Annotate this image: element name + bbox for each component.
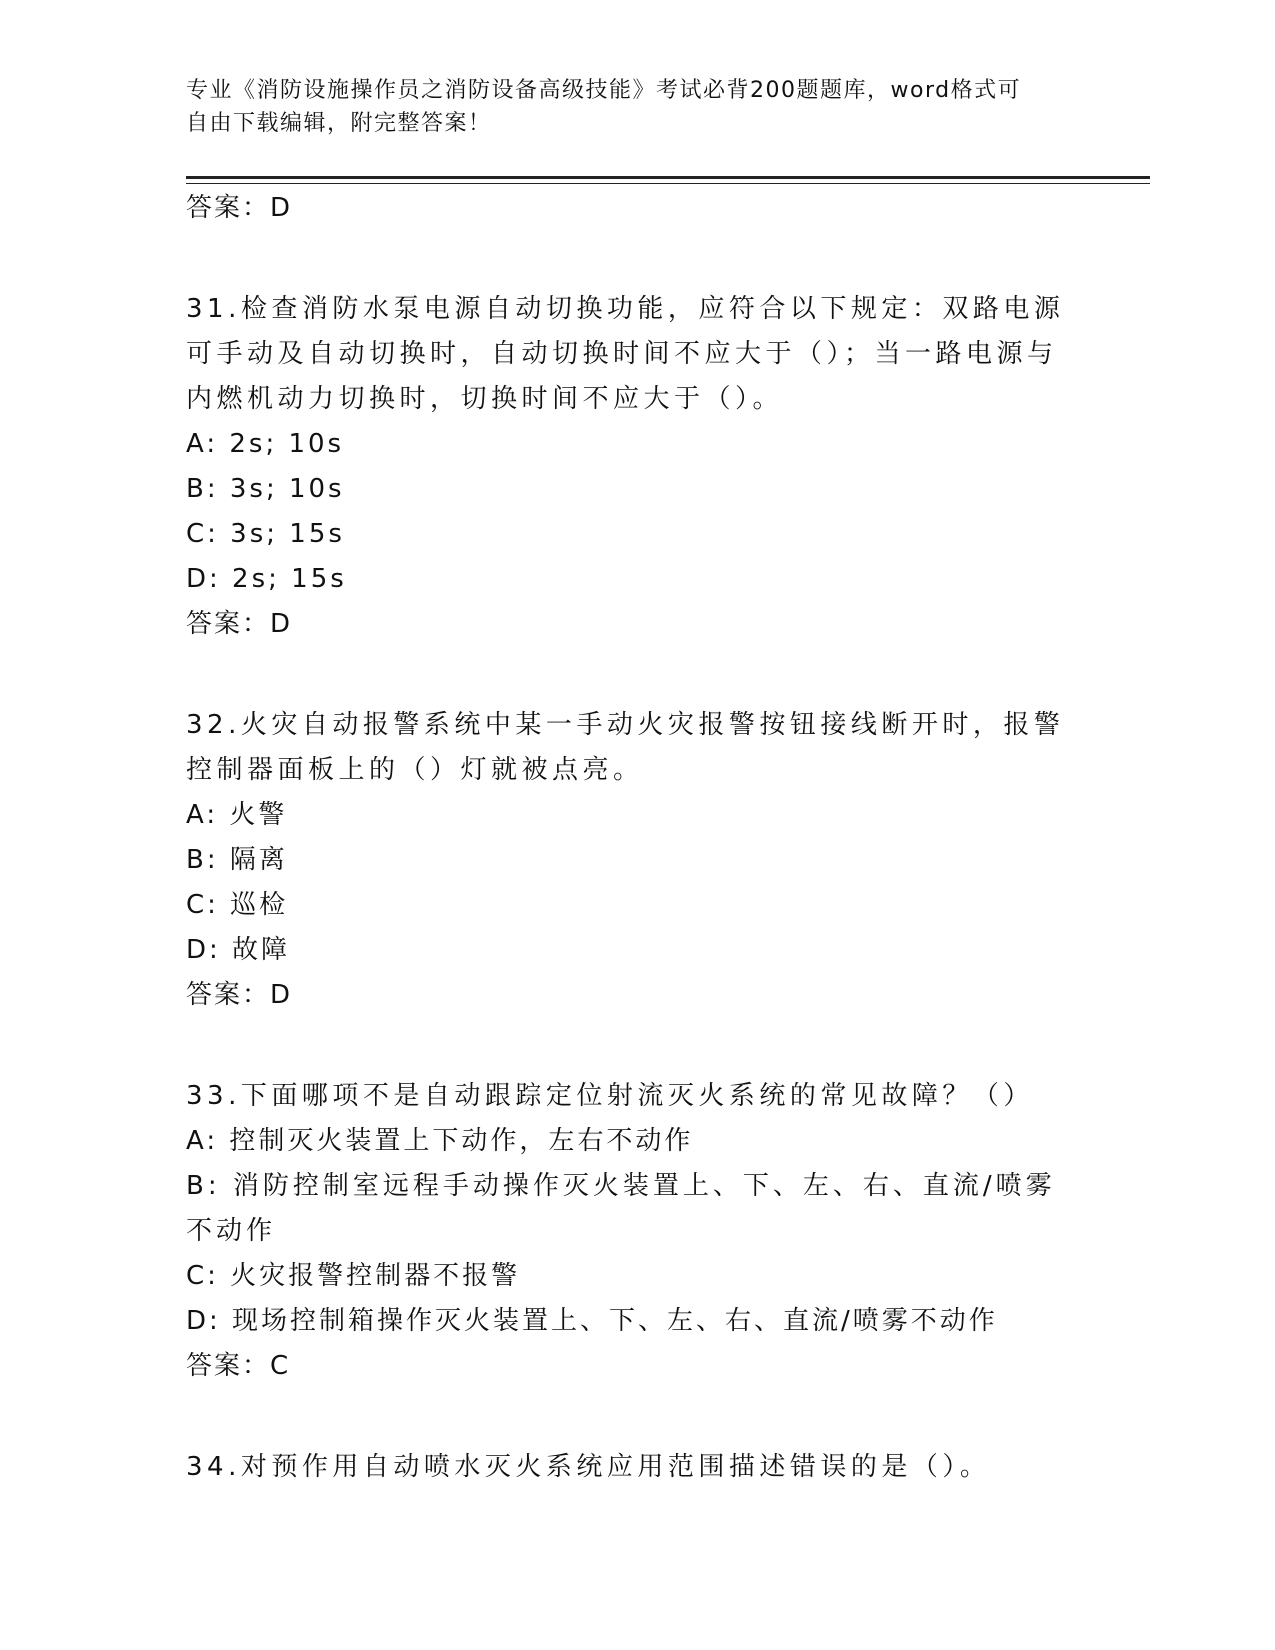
question-33-option-d: D: 现场控制箱操作灭火装置上、下、左、右、直流/喷雾不动作 <box>186 1306 998 1336</box>
question-32-option-b: B: 隔离 <box>186 845 288 875</box>
spacer <box>186 647 1086 703</box>
header-line-1: 专业《消防设施操作员之消防设备高级技能》考试必背200题题库，word格式可 <box>186 78 1022 103</box>
question-33-option-c: C: 火灾报警控制器不报警 <box>186 1261 521 1291</box>
question-31-option-c: C: 3s; 15s <box>186 519 345 549</box>
question-34 <box>186 1445 1086 1490</box>
question-33-option-b: B: 消防控制室远程手动操作灭火装置上、下、左、右、直流/喷雾不动作 <box>186 1171 1056 1246</box>
question-31-stem: 31.检查消防水泵电源自动切换功能，应符合以下规定：双路电源可手动及自动切换时，自动切换时间不应大于（）；当一路电源与内燃机动力切换时，切换时间不应大于（）。 <box>186 294 1065 414</box>
spacer <box>186 1389 1086 1445</box>
question-32-answer: 答案：D <box>186 980 293 1010</box>
question-33-answer: 答案：C <box>186 1351 291 1381</box>
question-31-option-d: D: 2s; 15s <box>186 564 347 594</box>
question-32-option-c: C: 巡检 <box>186 890 289 920</box>
question-31-answer: 答案：D <box>186 609 293 639</box>
document-header <box>186 74 1066 140</box>
answer-previous: 答案：D <box>186 193 293 223</box>
question-32 <box>186 703 1086 1018</box>
header-line-2: 自由下载编辑，附完整答案！ <box>186 111 492 136</box>
spacer <box>186 231 1086 287</box>
header-rule-thick <box>186 176 1150 179</box>
question-32-stem: 32.火灾自动报警系统中某一手动火灾报警按钮接线断开时，报警控制器面板上的（）灯就被点亮。 <box>186 710 1065 785</box>
question-31-option-b: B: 3s; 10s <box>186 474 345 504</box>
question-32-option-a: A: 火警 <box>186 800 288 830</box>
question-32-option-d: D: 故障 <box>186 935 291 965</box>
header-rule-thin <box>186 183 1150 184</box>
question-33-option-a: A: 控制灭火装置上下动作，左右不动作 <box>186 1126 694 1156</box>
question-33 <box>186 1074 1086 1389</box>
question-31 <box>186 287 1086 647</box>
question-31-option-a: A: 2s; 10s <box>186 429 345 459</box>
question-33-stem: 33.下面哪项不是自动跟踪定位射流灭火系统的常见故障？（） <box>186 1081 1034 1111</box>
question-34-stem: 34.对预作用自动喷水灭火系统应用范围描述错误的是（）。 <box>186 1452 991 1482</box>
question-list <box>186 186 1086 1490</box>
spacer <box>186 1018 1086 1074</box>
